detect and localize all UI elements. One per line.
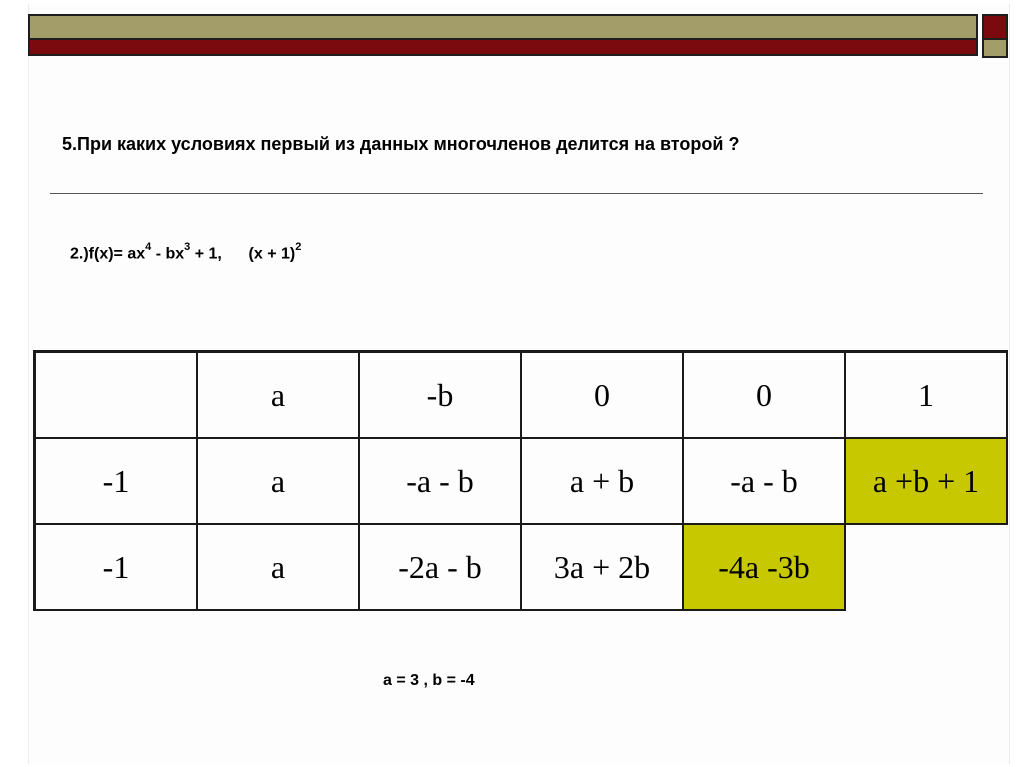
answer-text: a = 3 , b = -4 (383, 672, 475, 689)
table-cell: -2a - b (359, 524, 521, 610)
question-text: 5.При каких условиях первый из данных многочленов делится на второй ? (62, 134, 740, 154)
formula-exponent-2: 3 (184, 241, 191, 253)
table-cell: a + b (521, 438, 683, 524)
formula-prefix: 2.)f(x)= ax (70, 245, 146, 263)
table-cell: -a - b (683, 438, 845, 524)
table-cell: -1 (35, 438, 198, 524)
table-row (35, 438, 1008, 524)
formula-middle-2: + 1, (x + 1) (190, 245, 296, 263)
header-bar-olive (28, 14, 978, 40)
formula-exponent-1: 4 (145, 241, 152, 253)
empty-cell (845, 524, 1007, 610)
table-cell: a (197, 352, 359, 439)
table-cell: -b (359, 352, 521, 439)
highlighted-cell: a +b + 1 (845, 438, 1007, 524)
divider-line (50, 193, 983, 194)
table-cell: a (197, 438, 359, 524)
header-square-red (982, 14, 1008, 40)
table-row (35, 352, 1008, 439)
table-cell: a (197, 524, 359, 610)
highlighted-cell: -4a -3b (683, 524, 845, 610)
formula-exponent-3: 2 (295, 241, 302, 253)
table-cell (35, 352, 198, 439)
table-cell: 0 (683, 352, 845, 439)
header-square-olive (982, 40, 1008, 58)
table-cell: -1 (35, 524, 198, 610)
formula-middle-1: - bx (151, 245, 185, 263)
formula (70, 243, 301, 263)
header-bar-red (28, 40, 978, 56)
table-row (35, 524, 1008, 610)
table-cell: 1 (845, 352, 1007, 439)
table-cell: 0 (521, 352, 683, 439)
table-cell: 3a + 2b (521, 524, 683, 610)
table-cell: -a - b (359, 438, 521, 524)
horner-table (33, 350, 1008, 611)
